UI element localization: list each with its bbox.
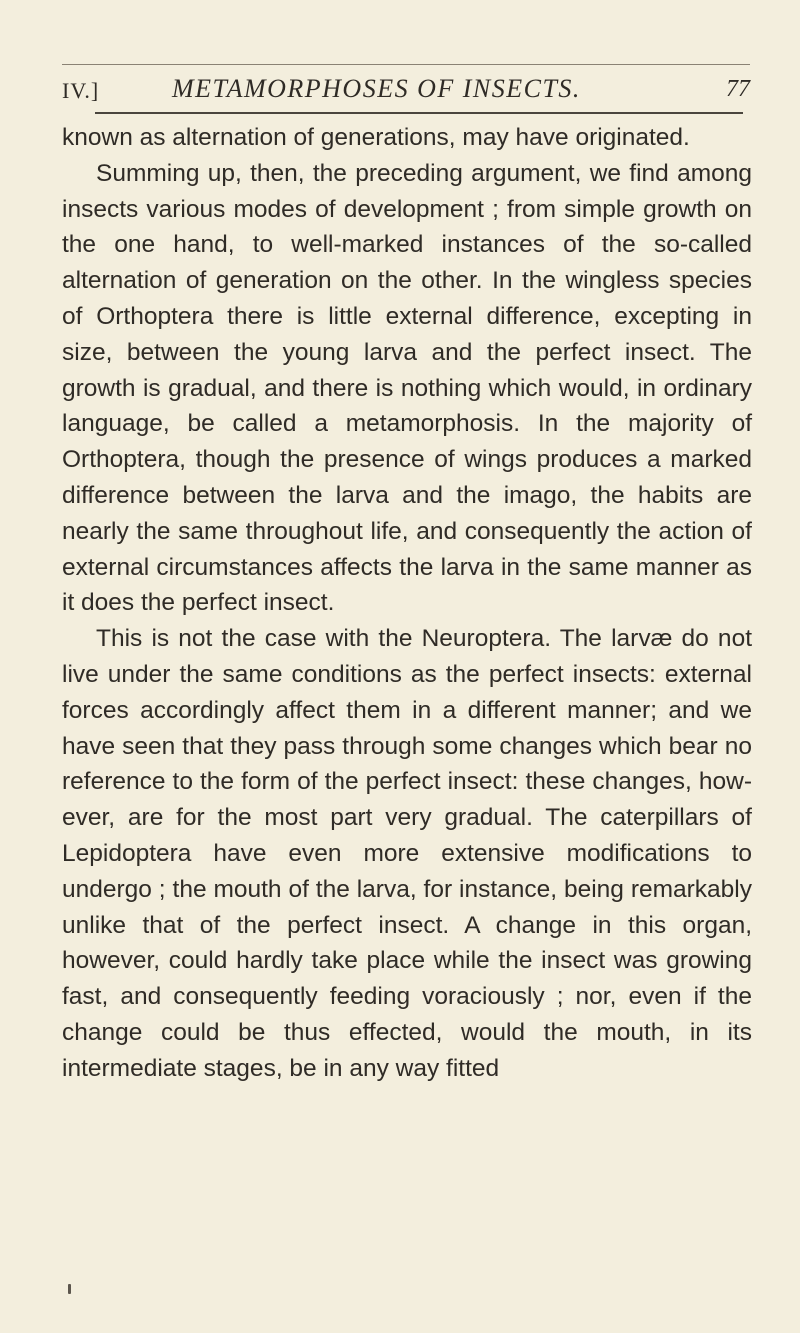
paragraph-summary: Summing up, then, the preceding argument, we find among insects various modes of development ; from simple growth on the one hand, to well-marked instances of the so-called alternation of generation on the other. In the wingless species of Orthoptera there is little external difference, excepting in size, between the young larva and the perfect insect. The growth is gradual, and there is nothing which would, in ordinary language, be called a metamorphosis. In the majority of Orthoptera, though the presence of wings produces a marked difference between the larva and the imago, the habits are nearly the same throughout life, and consequently the action of external circumstances affects the larva in the same manner as it does the perfect insect. <box>62 159 752 617</box>
header-rule-top <box>62 64 750 65</box>
chapter-number: IV.] <box>62 78 100 103</box>
page-number: 77 <box>726 76 750 102</box>
running-title: METAMORPHOSES OF INSECTS. <box>172 74 581 103</box>
paragraph-neuroptera: This is not the case with the Neuroptera. The larvæ do not live under the same conditions as the perfect insects: external forces accordingly affect them in a different manner; and we have seen that they pass through some changes which bear no reference to the form of the perfect insect: these changes, however, are for the most part very gradual. The caterpillars of Lepidoptera have even more extensive modifications to undergo ; the mouth of the larva, for instance, being remarkably unlike that of the perfect insect. A change in this organ, however, could hardly take place while the insect was growing fast, and consequently feeding voraciously ; nor, even if the change could be thus effected, would the mouth, in its intermediate stages, be in any way fitted <box>62 625 752 1082</box>
paragraph-continuation: known as alternation of generations, may have originated. <box>62 124 690 151</box>
header-rule-bottom <box>95 112 743 114</box>
ink-speck <box>68 1284 71 1294</box>
running-header <box>62 70 750 110</box>
body-text <box>62 120 752 1087</box>
